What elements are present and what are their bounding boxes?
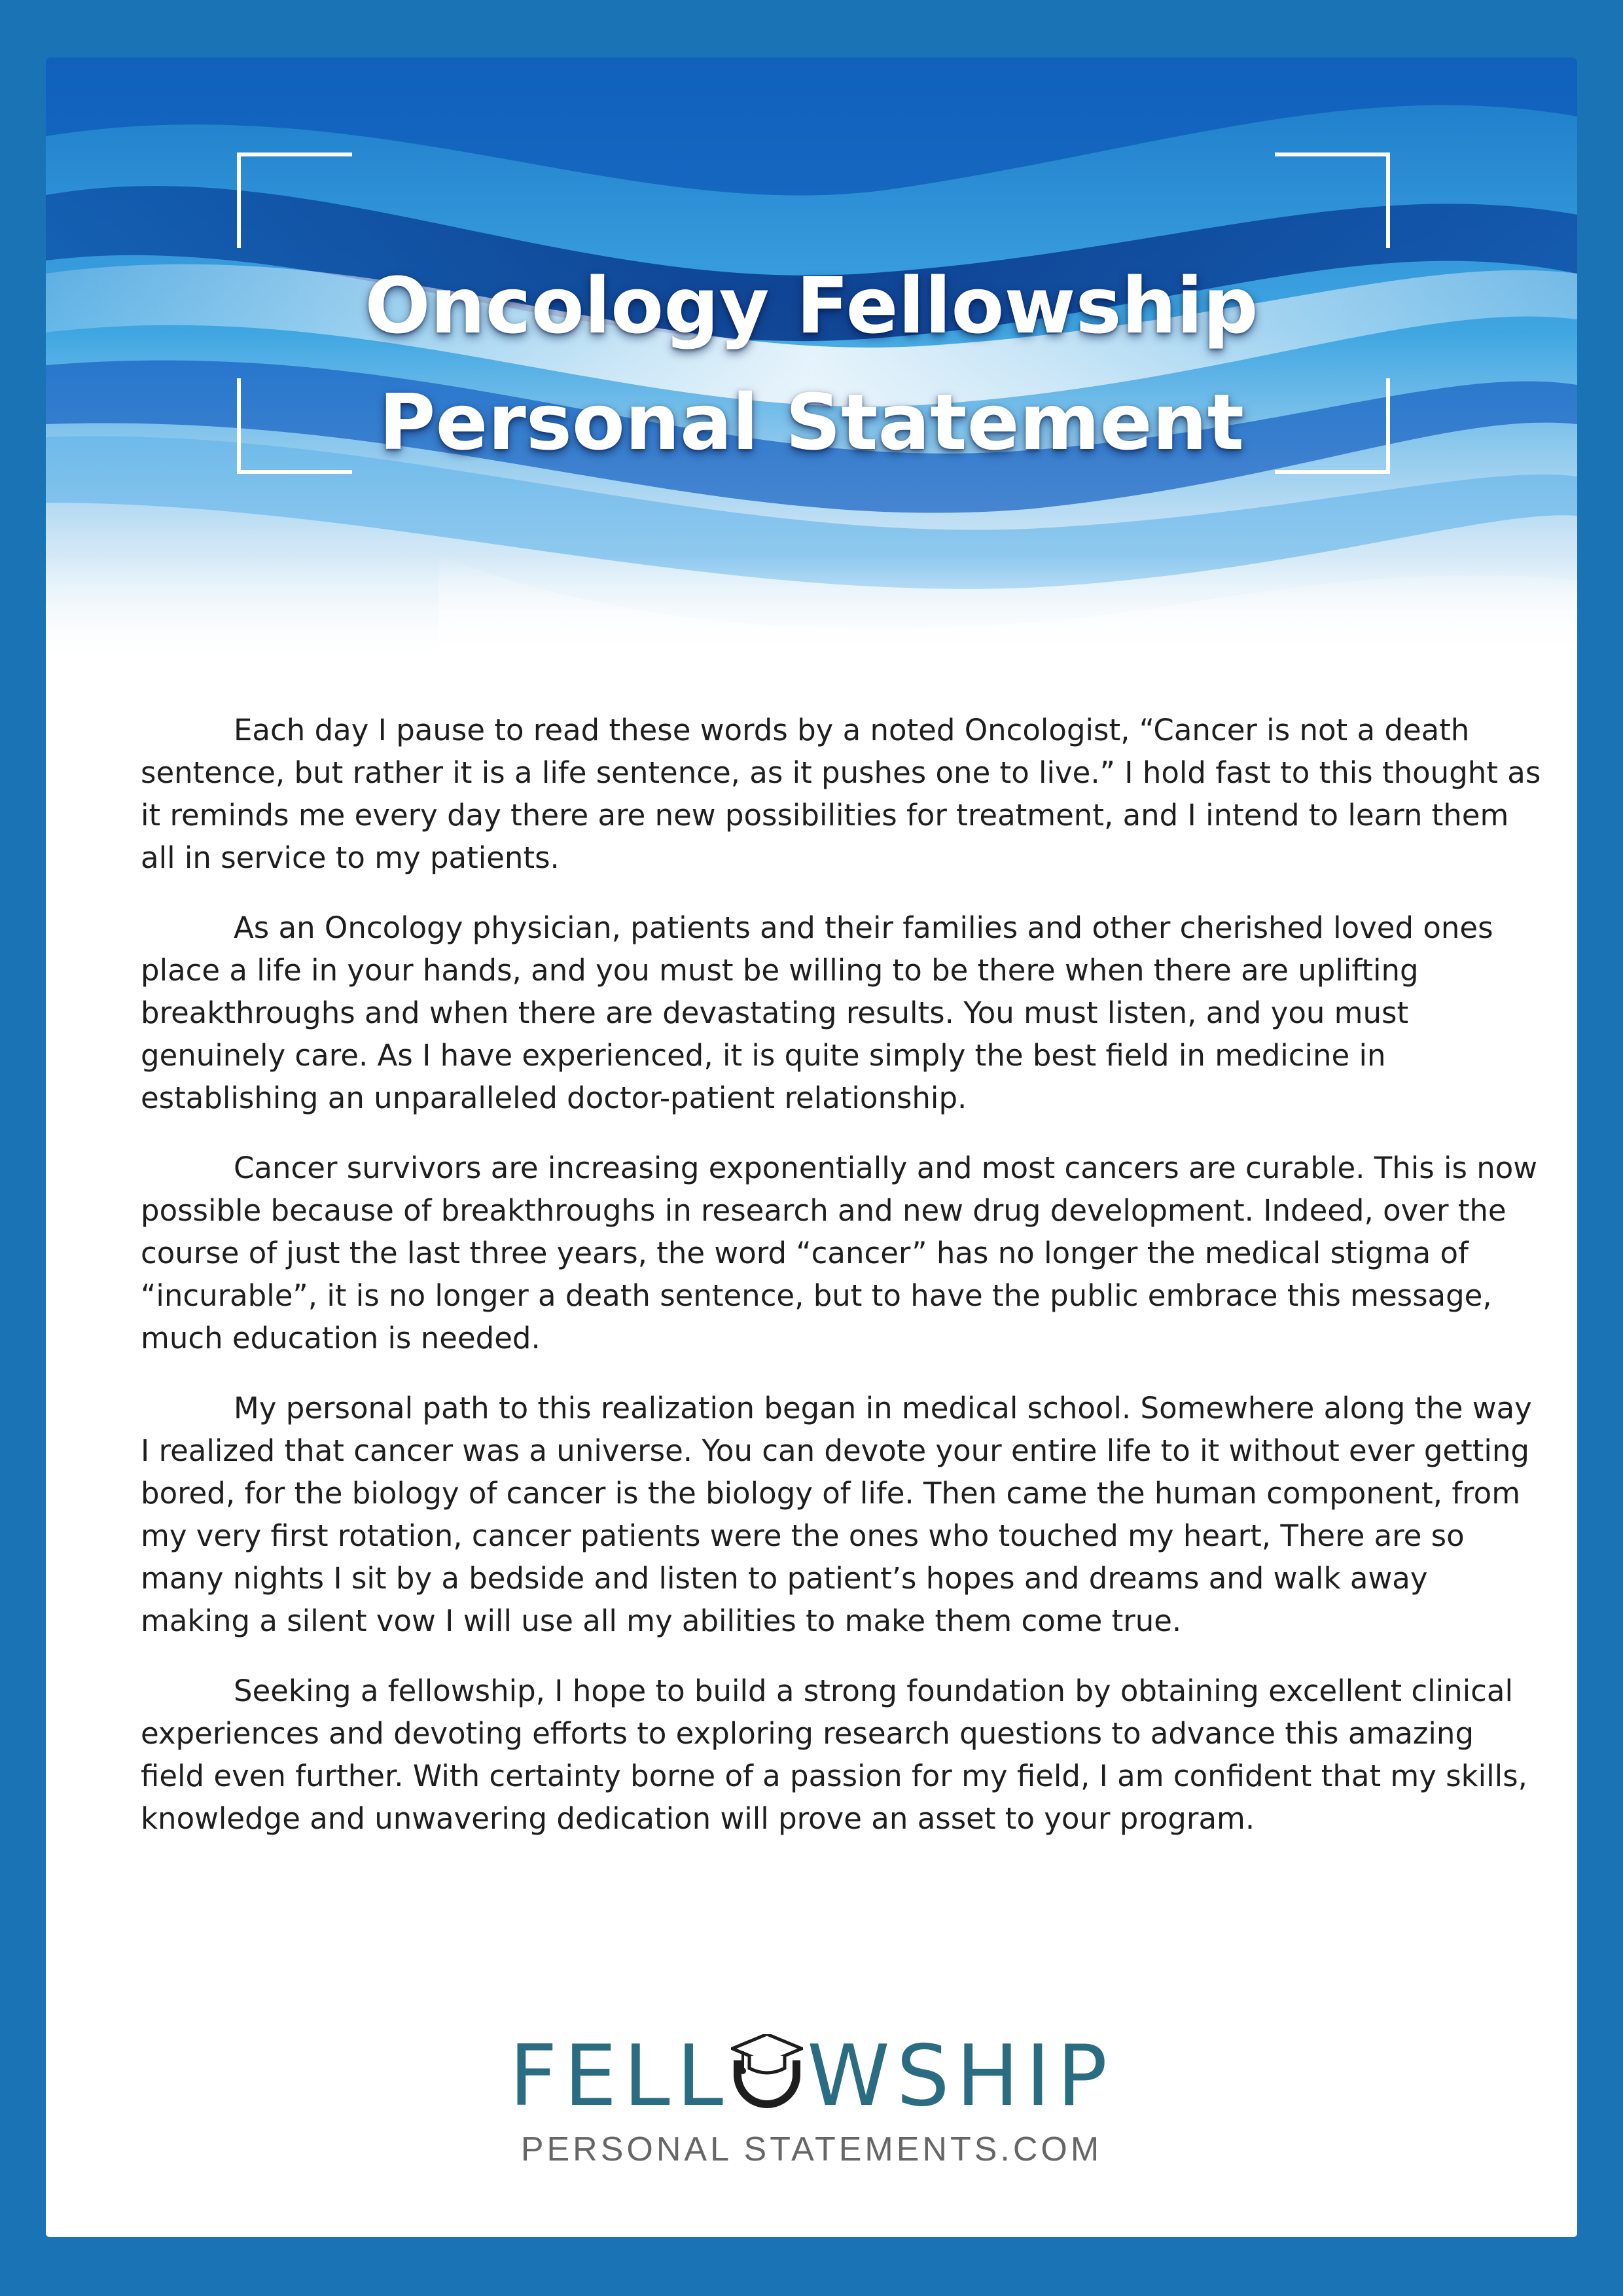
graduation-cap-icon [731,2034,803,2113]
paragraph-5: Seeking a fellowship, I hope to build a strong foundation by obtaining excellent clinical experiences and devoting efforts to exploring research questions to advance this amazing field even further. With certainty borne of a passion for my field, I am confident that my skills, knowledge and unwavering dedication will prove an asset to your program. [141,1674,1527,1836]
statement-body [141,709,1541,1867]
logo-subtitle: PERSONAL STATEMENTS.COM [520,2130,1103,2168]
paragraph-3: Cancer survivors are increasing exponentially and most cancers are curable. This is now possible because of breakthroughs in research and new drug development. Indeed, over the course of just the last three years, the word “cancer” has no longer the medical stigma of “incurable”, it is no longer a death sentence, but to have the public embrace this message, much education is needed. [141,1151,1538,1355]
paragraph-1: Each day I pause to read these words by a noted Oncologist, “Cancer is not a death sentence, but rather it is a life sentence, as it pushes one to live.” I hold fast to this thought as it reminds me every day there are new possibilities for treatment, and I intend to learn them all in service to my patients. [141,713,1541,875]
logo-text-part-1: FELL [508,2028,730,2125]
page-title [46,247,1577,480]
brand-logo [46,2028,1577,2169]
logo-text-part-2: WSHIP [807,2028,1115,2125]
logo-wordmark [509,2028,1114,2126]
title-line-2: Personal Statement [378,377,1245,467]
title-line-1: Oncology Fellowship [365,260,1258,351]
paragraph-2: As an Oncology physician, patients and their families and other cherished loved ones place a life in your hands, and you must be willing to be there when there are uplifting breakthroughs and when there are devastating results. You must listen, and you must genuinely care. As I have experienced, it is quite simply the best field in medicine in establishing an unparalleled doctor-patient relationship. [141,910,1493,1115]
title-frame-corner-top-right [1275,152,1390,248]
document-page [46,58,1577,2237]
title-frame-corner-top-left [237,152,352,248]
paragraph-4: My personal path to this realization began in medical school. Somewhere along the way I realized that cancer was a universe. You can devote your entire life to it without ever getting bored, for the biology of cancer is the biology of life. Then came the human component, from my very first rotation, cancer patients were the ones who touched my heart, There are so many nights I sit by a bedside and listen to patient’s hopes and dreams and walk away making a silent vow I will use all my abilities to make them come true. [141,1391,1532,1638]
